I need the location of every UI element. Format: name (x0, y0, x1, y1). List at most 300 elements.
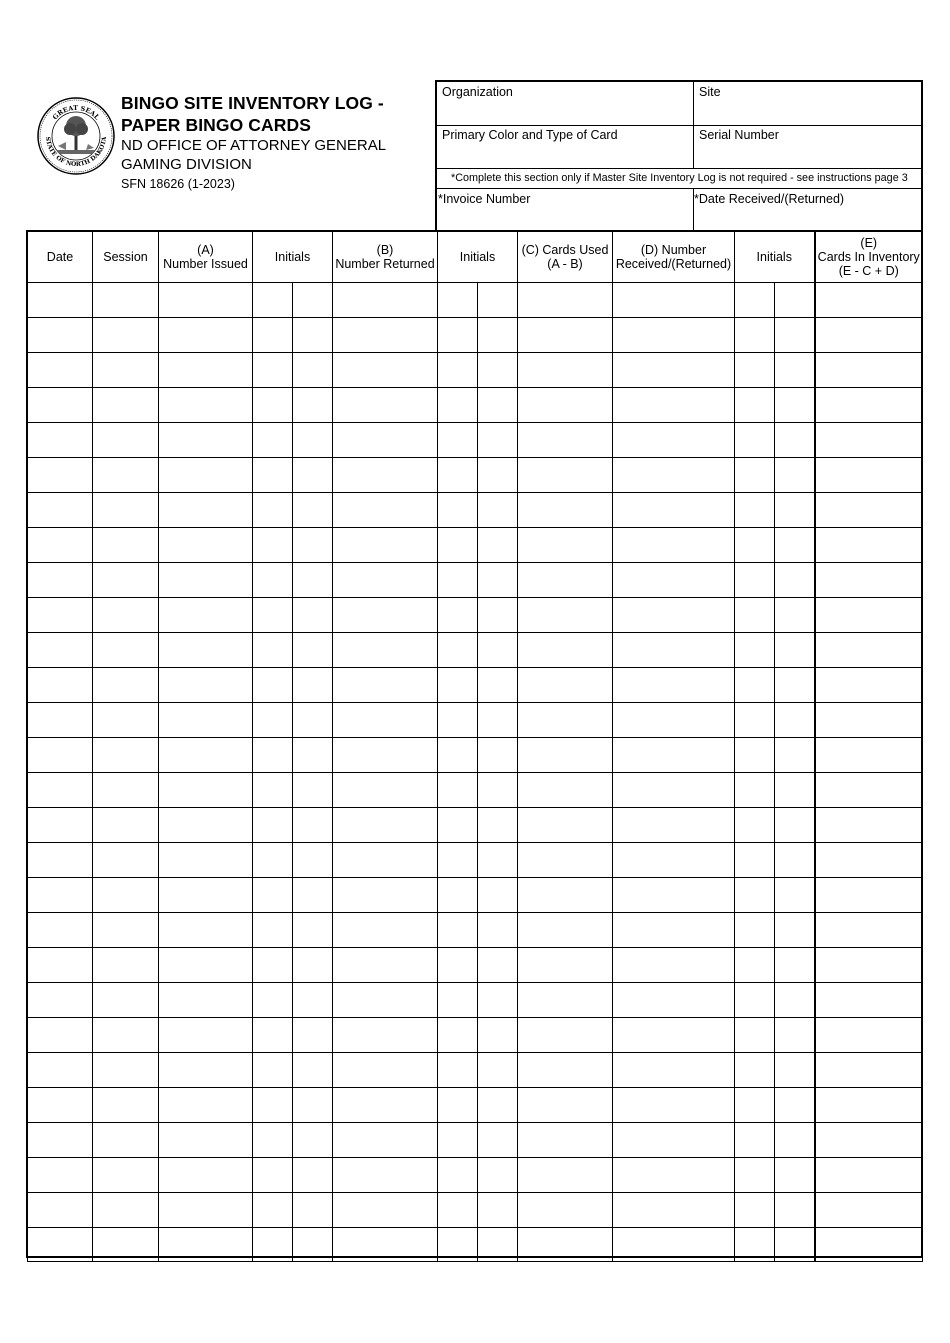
initials-2a-cell[interactable] (438, 1228, 478, 1262)
session-cell[interactable] (93, 318, 159, 353)
number-received-cell[interactable] (613, 1193, 735, 1228)
initials-1b-cell[interactable] (293, 668, 333, 703)
initials-3a-cell[interactable] (735, 563, 775, 598)
date-cell[interactable] (28, 703, 93, 738)
initials-2b-cell[interactable] (478, 1228, 518, 1262)
initials-1b-cell[interactable] (293, 808, 333, 843)
initials-3b-cell[interactable] (775, 633, 815, 668)
session-cell[interactable] (93, 423, 159, 458)
initials-3b-cell[interactable] (775, 668, 815, 703)
date-cell[interactable] (28, 493, 93, 528)
cards-used-cell[interactable] (518, 563, 613, 598)
date-cell[interactable] (28, 563, 93, 598)
initials-2a-cell[interactable] (438, 598, 478, 633)
initials-1a-cell[interactable] (253, 983, 293, 1018)
number-returned-cell[interactable] (333, 668, 438, 703)
initials-2b-cell[interactable] (478, 283, 518, 318)
date-cell[interactable] (28, 388, 93, 423)
initials-1b-cell[interactable] (293, 1088, 333, 1123)
cards-in-inventory-cell[interactable] (815, 388, 923, 423)
cards-used-cell[interactable] (518, 1088, 613, 1123)
initials-1b-cell[interactable] (293, 1158, 333, 1193)
initials-3a-cell[interactable] (735, 1228, 775, 1262)
initials-2b-cell[interactable] (478, 1088, 518, 1123)
number-issued-cell[interactable] (159, 528, 253, 563)
cards-used-cell[interactable] (518, 423, 613, 458)
number-issued-cell[interactable] (159, 913, 253, 948)
initials-1a-cell[interactable] (253, 633, 293, 668)
initials-3a-cell[interactable] (735, 983, 775, 1018)
session-cell[interactable] (93, 598, 159, 633)
initials-2a-cell[interactable] (438, 493, 478, 528)
date-cell[interactable] (28, 1123, 93, 1158)
date-cell[interactable] (28, 1193, 93, 1228)
number-returned-cell[interactable] (333, 598, 438, 633)
initials-1b-cell[interactable] (293, 948, 333, 983)
cards-used-cell[interactable] (518, 388, 613, 423)
initials-3a-cell[interactable] (735, 843, 775, 878)
initials-2b-cell[interactable] (478, 1053, 518, 1088)
initials-3a-cell[interactable] (735, 318, 775, 353)
initials-2b-cell[interactable] (478, 668, 518, 703)
initials-3b-cell[interactable] (775, 983, 815, 1018)
cards-used-cell[interactable] (518, 283, 613, 318)
initials-1a-cell[interactable] (253, 458, 293, 493)
initials-3b-cell[interactable] (775, 1088, 815, 1123)
initials-3b-cell[interactable] (775, 423, 815, 458)
initials-3a-cell[interactable] (735, 738, 775, 773)
initials-1b-cell[interactable] (293, 353, 333, 388)
initials-1b-cell[interactable] (293, 913, 333, 948)
initials-1b-cell[interactable] (293, 318, 333, 353)
number-returned-cell[interactable] (333, 1088, 438, 1123)
initials-1a-cell[interactable] (253, 598, 293, 633)
cards-used-cell[interactable] (518, 633, 613, 668)
initials-3b-cell[interactable] (775, 598, 815, 633)
initials-2b-cell[interactable] (478, 563, 518, 598)
date-cell[interactable] (28, 458, 93, 493)
number-received-cell[interactable] (613, 633, 735, 668)
initials-1b-cell[interactable] (293, 1228, 333, 1262)
date-cell[interactable] (28, 668, 93, 703)
initials-2b-cell[interactable] (478, 1193, 518, 1228)
initials-2b-cell[interactable] (478, 318, 518, 353)
session-cell[interactable] (93, 1228, 159, 1262)
cards-in-inventory-cell[interactable] (815, 318, 923, 353)
number-received-cell[interactable] (613, 1018, 735, 1053)
initials-3b-cell[interactable] (775, 843, 815, 878)
initials-2a-cell[interactable] (438, 738, 478, 773)
initials-2b-cell[interactable] (478, 983, 518, 1018)
initials-3b-cell[interactable] (775, 318, 815, 353)
initials-2b-cell[interactable] (478, 423, 518, 458)
session-cell[interactable] (93, 493, 159, 528)
initials-1a-cell[interactable] (253, 948, 293, 983)
initials-3a-cell[interactable] (735, 388, 775, 423)
initials-3a-cell[interactable] (735, 1193, 775, 1228)
number-issued-cell[interactable] (159, 1053, 253, 1088)
initials-1a-cell[interactable] (253, 703, 293, 738)
date-cell[interactable] (28, 983, 93, 1018)
number-issued-cell[interactable] (159, 983, 253, 1018)
initials-1b-cell[interactable] (293, 1018, 333, 1053)
initials-3b-cell[interactable] (775, 1228, 815, 1262)
date-cell[interactable] (28, 738, 93, 773)
initials-1a-cell[interactable] (253, 493, 293, 528)
cards-used-cell[interactable] (518, 878, 613, 913)
number-returned-cell[interactable] (333, 843, 438, 878)
initials-1a-cell[interactable] (253, 318, 293, 353)
number-issued-cell[interactable] (159, 808, 253, 843)
initials-2a-cell[interactable] (438, 773, 478, 808)
date-cell[interactable] (28, 318, 93, 353)
initials-1a-cell[interactable] (253, 1193, 293, 1228)
date-cell[interactable] (28, 878, 93, 913)
number-issued-cell[interactable] (159, 843, 253, 878)
number-issued-cell[interactable] (159, 598, 253, 633)
cards-used-cell[interactable] (518, 1053, 613, 1088)
initials-1a-cell[interactable] (253, 1088, 293, 1123)
initials-1b-cell[interactable] (293, 843, 333, 878)
number-received-cell[interactable] (613, 598, 735, 633)
number-issued-cell[interactable] (159, 1228, 253, 1262)
number-received-cell[interactable] (613, 843, 735, 878)
initials-2b-cell[interactable] (478, 458, 518, 493)
number-returned-cell[interactable] (333, 1193, 438, 1228)
date-cell[interactable] (28, 528, 93, 563)
cards-in-inventory-cell[interactable] (815, 1123, 923, 1158)
initials-3b-cell[interactable] (775, 493, 815, 528)
cards-in-inventory-cell[interactable] (815, 458, 923, 493)
number-issued-cell[interactable] (159, 1193, 253, 1228)
initials-2a-cell[interactable] (438, 878, 478, 913)
initials-1a-cell[interactable] (253, 913, 293, 948)
initials-1a-cell[interactable] (253, 528, 293, 563)
number-received-cell[interactable] (613, 808, 735, 843)
initials-1a-cell[interactable] (253, 563, 293, 598)
cards-in-inventory-cell[interactable] (815, 948, 923, 983)
date-cell[interactable] (28, 633, 93, 668)
initials-1b-cell[interactable] (293, 423, 333, 458)
initials-1a-cell[interactable] (253, 1053, 293, 1088)
initials-3b-cell[interactable] (775, 773, 815, 808)
number-returned-cell[interactable] (333, 283, 438, 318)
initials-3a-cell[interactable] (735, 633, 775, 668)
initials-3a-cell[interactable] (735, 493, 775, 528)
initials-1b-cell[interactable] (293, 738, 333, 773)
cards-in-inventory-cell[interactable] (815, 773, 923, 808)
number-returned-cell[interactable] (333, 913, 438, 948)
initials-1a-cell[interactable] (253, 1158, 293, 1193)
date-cell[interactable] (28, 353, 93, 388)
initials-2a-cell[interactable] (438, 318, 478, 353)
initials-2a-cell[interactable] (438, 668, 478, 703)
number-returned-cell[interactable] (333, 808, 438, 843)
date-cell[interactable] (28, 1088, 93, 1123)
initials-2a-cell[interactable] (438, 1088, 478, 1123)
initials-2a-cell[interactable] (438, 808, 478, 843)
cards-in-inventory-cell[interactable] (815, 423, 923, 458)
number-returned-cell[interactable] (333, 948, 438, 983)
initials-1a-cell[interactable] (253, 808, 293, 843)
number-issued-cell[interactable] (159, 703, 253, 738)
cards-in-inventory-cell[interactable] (815, 878, 923, 913)
initials-1b-cell[interactable] (293, 773, 333, 808)
initials-2b-cell[interactable] (478, 1018, 518, 1053)
initials-3b-cell[interactable] (775, 1123, 815, 1158)
date-cell[interactable] (28, 1018, 93, 1053)
cards-in-inventory-cell[interactable] (815, 668, 923, 703)
primary-color-field[interactable] (442, 128, 618, 143)
session-cell[interactable] (93, 563, 159, 598)
initials-3b-cell[interactable] (775, 563, 815, 598)
initials-2a-cell[interactable] (438, 633, 478, 668)
initials-3b-cell[interactable] (775, 283, 815, 318)
initials-1b-cell[interactable] (293, 703, 333, 738)
session-cell[interactable] (93, 633, 159, 668)
initials-3a-cell[interactable] (735, 1053, 775, 1088)
initials-2b-cell[interactable] (478, 913, 518, 948)
number-received-cell[interactable] (613, 528, 735, 563)
initials-1a-cell[interactable] (253, 1018, 293, 1053)
date-cell[interactable] (28, 283, 93, 318)
cards-used-cell[interactable] (518, 738, 613, 773)
number-issued-cell[interactable] (159, 423, 253, 458)
initials-2a-cell[interactable] (438, 913, 478, 948)
date-cell[interactable] (28, 808, 93, 843)
initials-1a-cell[interactable] (253, 843, 293, 878)
initials-2a-cell[interactable] (438, 1193, 478, 1228)
initials-2b-cell[interactable] (478, 878, 518, 913)
date-received-field[interactable] (694, 192, 844, 207)
serial-number-field[interactable] (699, 128, 779, 143)
session-cell[interactable] (93, 388, 159, 423)
initials-1b-cell[interactable] (293, 528, 333, 563)
session-cell[interactable] (93, 668, 159, 703)
session-cell[interactable] (93, 458, 159, 493)
number-issued-cell[interactable] (159, 1123, 253, 1158)
number-issued-cell[interactable] (159, 738, 253, 773)
initials-3b-cell[interactable] (775, 913, 815, 948)
cards-in-inventory-cell[interactable] (815, 983, 923, 1018)
cards-used-cell[interactable] (518, 983, 613, 1018)
number-received-cell[interactable] (613, 948, 735, 983)
date-cell[interactable] (28, 1158, 93, 1193)
date-cell[interactable] (28, 948, 93, 983)
initials-1a-cell[interactable] (253, 353, 293, 388)
initials-3a-cell[interactable] (735, 1088, 775, 1123)
initials-3a-cell[interactable] (735, 528, 775, 563)
number-returned-cell[interactable] (333, 528, 438, 563)
number-issued-cell[interactable] (159, 563, 253, 598)
initials-2a-cell[interactable] (438, 703, 478, 738)
initials-2b-cell[interactable] (478, 388, 518, 423)
number-received-cell[interactable] (613, 388, 735, 423)
session-cell[interactable] (93, 1053, 159, 1088)
number-returned-cell[interactable] (333, 1158, 438, 1193)
number-received-cell[interactable] (613, 458, 735, 493)
initials-1b-cell[interactable] (293, 563, 333, 598)
number-returned-cell[interactable] (333, 633, 438, 668)
cards-in-inventory-cell[interactable] (815, 1193, 923, 1228)
initials-3a-cell[interactable] (735, 773, 775, 808)
date-cell[interactable] (28, 773, 93, 808)
initials-3a-cell[interactable] (735, 668, 775, 703)
number-received-cell[interactable] (613, 1228, 735, 1262)
initials-2a-cell[interactable] (438, 563, 478, 598)
number-issued-cell[interactable] (159, 1158, 253, 1193)
initials-3b-cell[interactable] (775, 388, 815, 423)
number-issued-cell[interactable] (159, 493, 253, 528)
initials-3b-cell[interactable] (775, 353, 815, 388)
initials-3a-cell[interactable] (735, 1123, 775, 1158)
initials-3b-cell[interactable] (775, 1018, 815, 1053)
initials-1b-cell[interactable] (293, 1193, 333, 1228)
initials-2b-cell[interactable] (478, 738, 518, 773)
initials-1b-cell[interactable] (293, 878, 333, 913)
number-returned-cell[interactable] (333, 1228, 438, 1262)
number-received-cell[interactable] (613, 913, 735, 948)
number-received-cell[interactable] (613, 1158, 735, 1193)
session-cell[interactable] (93, 983, 159, 1018)
number-received-cell[interactable] (613, 983, 735, 1018)
cards-used-cell[interactable] (518, 808, 613, 843)
number-received-cell[interactable] (613, 493, 735, 528)
session-cell[interactable] (93, 843, 159, 878)
number-issued-cell[interactable] (159, 353, 253, 388)
initials-3a-cell[interactable] (735, 808, 775, 843)
initials-3a-cell[interactable] (735, 913, 775, 948)
initials-1a-cell[interactable] (253, 1228, 293, 1262)
initials-2b-cell[interactable] (478, 703, 518, 738)
cards-used-cell[interactable] (518, 458, 613, 493)
cards-used-cell[interactable] (518, 1193, 613, 1228)
initials-3a-cell[interactable] (735, 948, 775, 983)
initials-1a-cell[interactable] (253, 1123, 293, 1158)
initials-2a-cell[interactable] (438, 948, 478, 983)
cards-used-cell[interactable] (518, 843, 613, 878)
initials-1a-cell[interactable] (253, 773, 293, 808)
initials-3a-cell[interactable] (735, 878, 775, 913)
number-returned-cell[interactable] (333, 353, 438, 388)
number-received-cell[interactable] (613, 423, 735, 458)
number-returned-cell[interactable] (333, 1018, 438, 1053)
number-returned-cell[interactable] (333, 493, 438, 528)
session-cell[interactable] (93, 283, 159, 318)
date-cell[interactable] (28, 843, 93, 878)
session-cell[interactable] (93, 703, 159, 738)
date-cell[interactable] (28, 913, 93, 948)
number-received-cell[interactable] (613, 318, 735, 353)
initials-2b-cell[interactable] (478, 353, 518, 388)
initials-2b-cell[interactable] (478, 948, 518, 983)
initials-3a-cell[interactable] (735, 1018, 775, 1053)
initials-3a-cell[interactable] (735, 598, 775, 633)
number-issued-cell[interactable] (159, 388, 253, 423)
initials-1a-cell[interactable] (253, 388, 293, 423)
number-received-cell[interactable] (613, 353, 735, 388)
session-cell[interactable] (93, 1088, 159, 1123)
cards-in-inventory-cell[interactable] (815, 1018, 923, 1053)
initials-3a-cell[interactable] (735, 423, 775, 458)
cards-used-cell[interactable] (518, 318, 613, 353)
session-cell[interactable] (93, 948, 159, 983)
number-issued-cell[interactable] (159, 878, 253, 913)
initials-3b-cell[interactable] (775, 948, 815, 983)
cards-in-inventory-cell[interactable] (815, 1088, 923, 1123)
initials-2a-cell[interactable] (438, 1158, 478, 1193)
date-cell[interactable] (28, 1228, 93, 1262)
cards-used-cell[interactable] (518, 1228, 613, 1262)
number-returned-cell[interactable] (333, 563, 438, 598)
initials-2a-cell[interactable] (438, 353, 478, 388)
cards-in-inventory-cell[interactable] (815, 493, 923, 528)
cards-used-cell[interactable] (518, 528, 613, 563)
initials-2a-cell[interactable] (438, 1018, 478, 1053)
cards-in-inventory-cell[interactable] (815, 808, 923, 843)
number-returned-cell[interactable] (333, 773, 438, 808)
session-cell[interactable] (93, 353, 159, 388)
number-returned-cell[interactable] (333, 1053, 438, 1088)
initials-1a-cell[interactable] (253, 283, 293, 318)
initials-2a-cell[interactable] (438, 1123, 478, 1158)
initials-2b-cell[interactable] (478, 493, 518, 528)
initials-3b-cell[interactable] (775, 458, 815, 493)
session-cell[interactable] (93, 773, 159, 808)
initials-3a-cell[interactable] (735, 283, 775, 318)
session-cell[interactable] (93, 1018, 159, 1053)
number-received-cell[interactable] (613, 738, 735, 773)
initials-1a-cell[interactable] (253, 668, 293, 703)
cards-in-inventory-cell[interactable] (815, 563, 923, 598)
cards-used-cell[interactable] (518, 1123, 613, 1158)
initials-3b-cell[interactable] (775, 878, 815, 913)
cards-in-inventory-cell[interactable] (815, 738, 923, 773)
initials-2a-cell[interactable] (438, 423, 478, 458)
initials-1b-cell[interactable] (293, 598, 333, 633)
cards-in-inventory-cell[interactable] (815, 598, 923, 633)
cards-in-inventory-cell[interactable] (815, 528, 923, 563)
initials-1a-cell[interactable] (253, 878, 293, 913)
number-returned-cell[interactable] (333, 388, 438, 423)
number-received-cell[interactable] (613, 563, 735, 598)
cards-in-inventory-cell[interactable] (815, 703, 923, 738)
initials-2b-cell[interactable] (478, 773, 518, 808)
initials-1b-cell[interactable] (293, 283, 333, 318)
session-cell[interactable] (93, 913, 159, 948)
cards-used-cell[interactable] (518, 353, 613, 388)
date-cell[interactable] (28, 598, 93, 633)
number-received-cell[interactable] (613, 1123, 735, 1158)
initials-2b-cell[interactable] (478, 808, 518, 843)
number-received-cell[interactable] (613, 878, 735, 913)
initials-1b-cell[interactable] (293, 983, 333, 1018)
initials-2b-cell[interactable] (478, 1123, 518, 1158)
cards-used-cell[interactable] (518, 1018, 613, 1053)
initials-2b-cell[interactable] (478, 1158, 518, 1193)
number-issued-cell[interactable] (159, 633, 253, 668)
cards-used-cell[interactable] (518, 598, 613, 633)
session-cell[interactable] (93, 1193, 159, 1228)
initials-2a-cell[interactable] (438, 1053, 478, 1088)
session-cell[interactable] (93, 1158, 159, 1193)
session-cell[interactable] (93, 528, 159, 563)
initials-2b-cell[interactable] (478, 633, 518, 668)
number-received-cell[interactable] (613, 283, 735, 318)
cards-used-cell[interactable] (518, 913, 613, 948)
cards-in-inventory-cell[interactable] (815, 843, 923, 878)
number-received-cell[interactable] (613, 668, 735, 703)
